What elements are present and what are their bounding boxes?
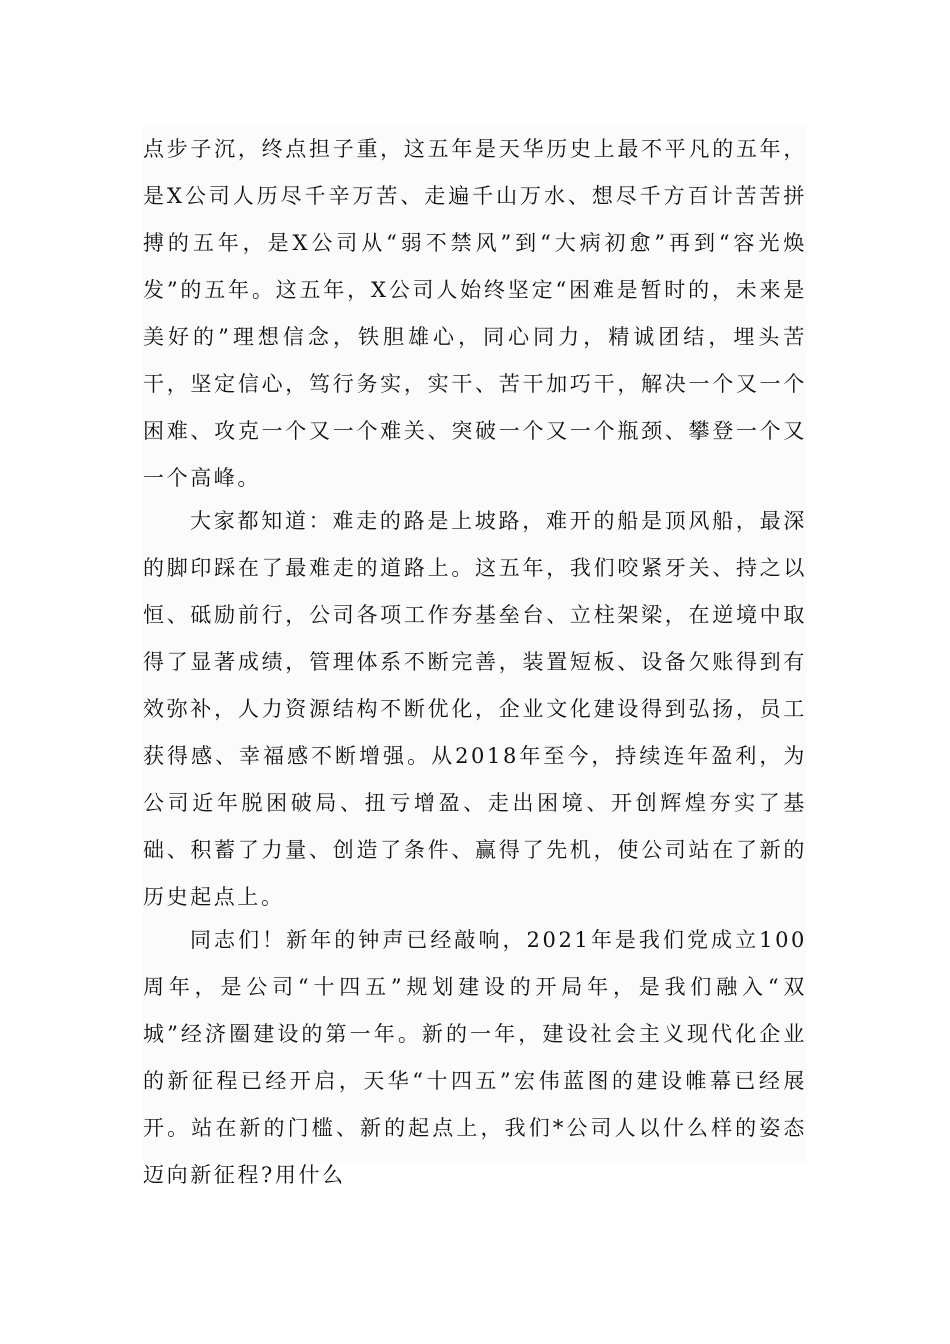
paragraph-2: 大家都知道：难走的路是上坡路，难开的船是顶风船，最深的脚印踩在了最难走的道路上。这五年，我们咬紧牙关、持之以恒、砥励前行，公司各项工作夯基垒台、立柱架梁，在逆境中取得了显著成绩，管理体系不断完善，装置短板、设备欠账得到有效弥补，人力资源结构不断优化，企业文化建设得到弘扬，员工获得感、幸福感不断增强。从2018年至今，持续连年盈利，为公司近年脱困破局、扭亏增盈、走出困境、开创辉煌夯实了基础、积蓄了力量、创造了条件、赢得了先机，使公司站在了新的历史起点上。 <box>143 509 807 909</box>
paragraph-3: 同志们！新年的钟声已经敲响，2021年是我们党成立100周年，是公司“十四五”规划建设的开局年，是我们融入“双城”经济圈建设的第一年。新的一年，建设社会主义现代化企业的新征程已经开启，天华“十四五”宏伟蓝图的建设帷幕已经展开。站在新的门槛、新的起点上，我们*公司人以什么样的姿态迈向新征程?用什么 <box>143 928 807 1187</box>
paragraph-1: 点步子沉，终点担子重，这五年是天华历史上最不平凡的五年，是X公司人历尽千辛万苦、走遍千山万水、想尽千方百计苦苦拼搏的五年，是X公司从“弱不禁风”到“大病初愈”再到“容光焕发”的五年。这五年，X公司人始终坚定“困难是暂时的，未来是美好的”理想信念，铁胆雄心，同心同力，精诚团结，埋头苦干，坚定信心，笃行务实，实干、苦干加巧干，解决一个又一个困难、攻克一个又一个难关、突破一个又一个瓶颈、攀登一个又一个高峰。 <box>143 137 807 490</box>
